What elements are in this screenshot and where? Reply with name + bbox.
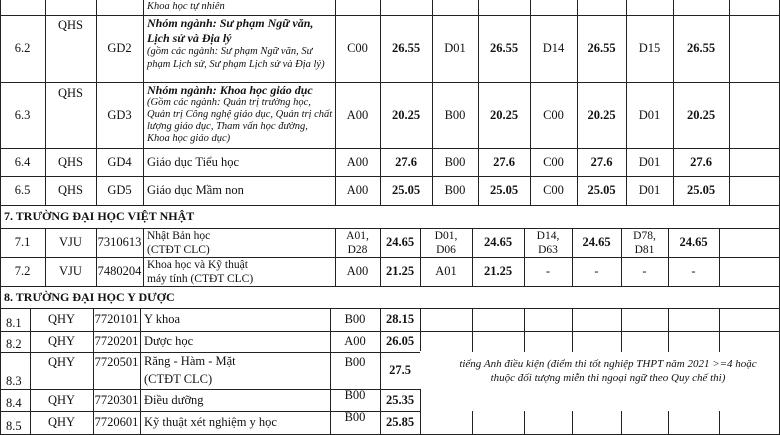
major-code: GD2 bbox=[107, 41, 132, 55]
program-name: Kỹ thuật xét nghiệm y học bbox=[144, 415, 277, 429]
major-code: 7480204 bbox=[97, 264, 142, 278]
score-1 bbox=[380, 176, 432, 205]
row-stt bbox=[0, 389, 30, 411]
program-name: Giáo dục Mầm non bbox=[147, 183, 244, 197]
combo-text: C00 bbox=[543, 183, 564, 197]
combo-2 bbox=[432, 176, 478, 205]
col-divider bbox=[621, 308, 622, 331]
row-stt bbox=[0, 257, 45, 286]
row-program bbox=[143, 176, 335, 205]
score-text: 26.05 bbox=[385, 334, 415, 348]
score-3 bbox=[577, 176, 626, 205]
combo-text: D01 bbox=[444, 41, 466, 55]
major-code: 7720301 bbox=[94, 392, 139, 407]
score-text: 25.05 bbox=[587, 183, 616, 197]
major-code: GD4 bbox=[107, 154, 132, 169]
row-school bbox=[45, 176, 96, 205]
row-major-code bbox=[96, 257, 143, 286]
major-code: GD5 bbox=[107, 183, 132, 197]
admission-note bbox=[448, 352, 768, 389]
score-text: 24.65 bbox=[582, 235, 611, 249]
combo-text: C00 bbox=[543, 107, 564, 122]
row-stt bbox=[0, 148, 45, 176]
program-group-title: Nhóm ngành: Khoa học giáo dục bbox=[147, 83, 313, 97]
score-text: - bbox=[594, 264, 599, 278]
combo-text: D06 bbox=[436, 243, 456, 256]
stt-text: 8.5 bbox=[6, 419, 22, 433]
col-divider bbox=[621, 411, 622, 434]
score-2 bbox=[472, 228, 524, 257]
combo-1 bbox=[335, 176, 380, 205]
score-1 bbox=[380, 82, 432, 148]
score-2 bbox=[478, 15, 530, 82]
combo-1 bbox=[335, 228, 380, 257]
col-divider bbox=[572, 308, 573, 331]
combo-4 bbox=[626, 15, 673, 82]
row-major-code bbox=[96, 82, 143, 148]
section-title: 8. TRƯỜNG ĐẠI HỌC Y DƯỢC bbox=[4, 289, 175, 304]
score-text: 25.85 bbox=[385, 415, 415, 429]
row-major-code bbox=[96, 228, 143, 257]
row-stt bbox=[0, 308, 30, 331]
row-major-code bbox=[93, 331, 140, 352]
score-text: 20.25 bbox=[391, 107, 421, 122]
score-text: 27.6 bbox=[395, 154, 417, 169]
stt-text: 7.2 bbox=[14, 264, 31, 278]
col-divider bbox=[472, 411, 473, 434]
program-group-desc: (gồm các ngành: Sư phạm Ngữ văn, Sư phạm Lịch sử, Sư phạm Lịch sử và Địa lý) bbox=[147, 46, 325, 70]
combo-3 bbox=[530, 176, 577, 205]
col-divider bbox=[420, 308, 421, 351]
stt-text: 6.4 bbox=[14, 154, 31, 169]
score-4 bbox=[673, 15, 729, 82]
score-text: 25.35 bbox=[385, 392, 415, 407]
score-3 bbox=[577, 148, 626, 176]
school-code: QHS bbox=[57, 86, 83, 100]
col-divider bbox=[472, 331, 473, 352]
program-type: máy tính (CTĐT CLC) bbox=[147, 272, 254, 285]
program-name: Răng - Hàm - Mặt bbox=[144, 353, 236, 368]
program-group-title: Nhóm ngành: Sư phạm Ngữ văn, Lịch sử và Địa lý bbox=[147, 16, 314, 45]
program-name: Dược học bbox=[144, 334, 194, 348]
major-code: 7720501 bbox=[94, 354, 139, 369]
row-school bbox=[30, 411, 93, 434]
score-text: 26.55 bbox=[391, 41, 421, 55]
col-divider bbox=[719, 331, 720, 352]
col-divider bbox=[472, 308, 473, 331]
combo-text: D63 bbox=[538, 243, 558, 256]
combo-text: D14, bbox=[536, 229, 560, 242]
school-code: QHS bbox=[57, 18, 83, 32]
program-type: (CTĐT CLC) bbox=[147, 243, 210, 256]
major-code: GD3 bbox=[107, 107, 132, 122]
row-major-code bbox=[96, 15, 143, 82]
score-text: 27.6 bbox=[590, 154, 613, 169]
row-stt bbox=[0, 228, 45, 257]
col-divider bbox=[668, 411, 669, 434]
major-code: 7310613 bbox=[97, 235, 142, 249]
score-1 bbox=[380, 352, 420, 389]
stt-text: 6.3 bbox=[14, 107, 31, 122]
combo-2 bbox=[420, 228, 472, 257]
row-program bbox=[140, 308, 330, 331]
combo-4 bbox=[621, 228, 668, 257]
score-3 bbox=[572, 228, 621, 257]
col-divider bbox=[719, 228, 720, 286]
stt-text: 8.3 bbox=[6, 374, 22, 388]
combo-text: A00 bbox=[344, 334, 366, 348]
program-name: Giáo dục Tiểu học bbox=[147, 154, 240, 169]
row-major-code bbox=[93, 352, 140, 372]
score-3 bbox=[577, 82, 626, 148]
program-name: Khoa học và Kỹ thuật bbox=[147, 258, 248, 271]
combo-text: A00 bbox=[346, 264, 369, 278]
combo-text: B00 bbox=[444, 107, 466, 122]
score-text: 24.65 bbox=[385, 235, 415, 249]
combo-text: B00 bbox=[344, 312, 366, 326]
col-divider bbox=[420, 389, 421, 434]
school-code: QHY bbox=[47, 312, 76, 326]
school-code: QHY bbox=[47, 392, 76, 407]
row-program bbox=[143, 148, 335, 176]
row-school bbox=[45, 18, 96, 32]
section-header bbox=[0, 205, 400, 228]
combo-text: A01 bbox=[435, 264, 457, 278]
combo-text: B00 bbox=[344, 354, 366, 369]
stt-text: 6.2 bbox=[14, 41, 31, 55]
score-1 bbox=[380, 331, 420, 352]
row-stt bbox=[0, 411, 30, 434]
score-2 bbox=[478, 176, 530, 205]
row-program bbox=[143, 83, 333, 148]
score-text: 28.15 bbox=[385, 312, 415, 326]
row-program bbox=[143, 228, 335, 257]
row-program bbox=[140, 331, 330, 352]
row-major-code bbox=[96, 148, 143, 176]
row-school bbox=[30, 331, 93, 352]
combo-text: D01, bbox=[434, 229, 458, 242]
score-text: 20.25 bbox=[587, 107, 616, 122]
row-stt bbox=[0, 82, 45, 148]
score-text: 25.05 bbox=[686, 183, 716, 197]
stt-text: 8.1 bbox=[6, 316, 22, 330]
combo-text: D28 bbox=[347, 243, 368, 256]
major-code: 7720601 bbox=[94, 415, 139, 429]
program-name: Y khoa bbox=[144, 312, 180, 326]
combo-4 bbox=[621, 257, 668, 286]
section-title: 7. TRƯỜNG ĐẠI HỌC VIỆT NHẬT bbox=[4, 209, 195, 223]
combo-2 bbox=[432, 15, 478, 82]
program-name: Nhật Bản học bbox=[147, 229, 211, 242]
combo-1 bbox=[330, 308, 380, 331]
col-divider bbox=[668, 331, 669, 352]
combo-text: A00 bbox=[346, 107, 369, 122]
row-program bbox=[140, 411, 330, 434]
section-header bbox=[0, 286, 400, 308]
score-4 bbox=[673, 148, 729, 176]
combo-3 bbox=[524, 257, 572, 286]
score-1 bbox=[380, 389, 420, 411]
stt-text: 6.5 bbox=[14, 183, 31, 197]
school-code: VJU bbox=[59, 235, 82, 249]
score-text: 27.6 bbox=[493, 154, 515, 169]
row-stt bbox=[0, 352, 30, 389]
combo-1 bbox=[330, 331, 380, 352]
score-text: 25.05 bbox=[489, 183, 519, 197]
score-4 bbox=[673, 176, 729, 205]
combo-text: B00 bbox=[344, 389, 366, 401]
row-major-code bbox=[93, 308, 140, 331]
combo-1 bbox=[330, 411, 380, 423]
col-divider bbox=[729, 0, 730, 205]
school-code: QHS bbox=[57, 183, 83, 197]
score-1 bbox=[380, 15, 432, 82]
combo-text: B00 bbox=[444, 154, 466, 169]
score-2 bbox=[478, 82, 530, 148]
row-major-code bbox=[93, 411, 140, 434]
combo-text: D78, bbox=[633, 229, 656, 242]
major-code: 7720101 bbox=[94, 312, 139, 326]
row-major-code bbox=[93, 389, 140, 411]
score-text: 20.25 bbox=[686, 107, 716, 122]
combo-text: C00 bbox=[543, 154, 564, 169]
school-code: QHY bbox=[47, 415, 76, 429]
col-divider bbox=[524, 411, 525, 434]
combo-3 bbox=[524, 228, 572, 257]
school-code: VJU bbox=[59, 264, 82, 278]
combo-text: D01 bbox=[638, 183, 661, 197]
stt-text: 8.2 bbox=[6, 337, 22, 351]
score-1 bbox=[380, 228, 420, 257]
col-divider bbox=[572, 331, 573, 352]
combo-text: A01, bbox=[346, 229, 369, 242]
score-2 bbox=[478, 148, 530, 176]
combo-text: D01 bbox=[638, 154, 661, 169]
col-divider bbox=[524, 308, 525, 331]
score-3 bbox=[577, 15, 626, 82]
combo-4 bbox=[626, 82, 673, 148]
score-text: 27.5 bbox=[389, 363, 411, 377]
major-code: 7720201 bbox=[94, 334, 139, 348]
col-divider bbox=[524, 331, 525, 352]
row-program bbox=[143, 257, 335, 286]
score-text: - bbox=[691, 264, 696, 278]
score-4 bbox=[668, 257, 719, 286]
col-divider bbox=[719, 411, 720, 434]
combo-text: C00 bbox=[347, 41, 368, 55]
program-type: (CTĐT CLC) bbox=[144, 372, 213, 387]
combo-3 bbox=[530, 148, 577, 176]
combo-3 bbox=[530, 82, 577, 148]
combo-text: D14 bbox=[542, 41, 565, 55]
row-school bbox=[30, 308, 93, 331]
score-text: 24.65 bbox=[679, 235, 708, 249]
score-1 bbox=[380, 308, 420, 331]
row-stt bbox=[0, 176, 45, 205]
row-program bbox=[140, 389, 330, 411]
col-divider bbox=[719, 308, 720, 331]
row-program bbox=[140, 352, 330, 389]
col-divider bbox=[621, 331, 622, 352]
stt-text: 8.4 bbox=[6, 396, 22, 410]
score-text: 26.55 bbox=[686, 41, 716, 55]
row-school bbox=[45, 228, 96, 257]
school-code: QHS bbox=[57, 154, 83, 169]
score-4 bbox=[668, 228, 719, 257]
combo-text: D01 bbox=[638, 107, 661, 122]
note-text: tiếng Anh điều kiện (điểm thi tốt nghiệp THPT năm 2021 >=4 hoặc thuộc đối tượng miễn thi ngoại ngữ theo Quy chế thi) bbox=[459, 357, 757, 384]
combo-4 bbox=[626, 176, 673, 205]
combo-1 bbox=[335, 15, 380, 82]
row-school bbox=[45, 86, 96, 100]
score-text: 21.25 bbox=[385, 264, 415, 278]
combo-text: B00 bbox=[344, 411, 366, 423]
combo-1 bbox=[335, 148, 380, 176]
score-text: 20.25 bbox=[489, 107, 519, 122]
row-school bbox=[45, 257, 96, 286]
score-1 bbox=[380, 257, 420, 286]
combo-1 bbox=[330, 389, 380, 401]
combo-text: D15 bbox=[638, 41, 661, 55]
combo-1 bbox=[335, 82, 380, 148]
table-row bbox=[143, 0, 335, 15]
combo-1 bbox=[335, 257, 380, 286]
combo-text: - bbox=[642, 264, 647, 278]
row-school bbox=[30, 352, 93, 372]
stt-text: 7.1 bbox=[14, 235, 31, 249]
score-1 bbox=[380, 411, 420, 434]
score-text: 27.6 bbox=[690, 154, 712, 169]
combo-text: D81 bbox=[634, 243, 655, 256]
combo-3 bbox=[530, 15, 577, 82]
combo-text: A00 bbox=[346, 183, 369, 197]
combo-4 bbox=[626, 148, 673, 176]
row-major-code bbox=[96, 176, 143, 205]
program-note: Khoa học tự nhiên bbox=[147, 1, 225, 13]
score-4 bbox=[673, 82, 729, 148]
school-code: QHY bbox=[47, 354, 76, 369]
program-group-desc: (Gồm các ngành: Quản trị trường học, Quản trị Công nghệ giáo dục, Quản trị chất lượng giáo dục, Tham vấn học đường, Khoa học giáo dục) bbox=[147, 97, 333, 144]
row-stt bbox=[0, 15, 45, 82]
score-1 bbox=[380, 148, 432, 176]
school-code: QHY bbox=[47, 334, 76, 348]
row-school bbox=[30, 389, 93, 411]
score-3 bbox=[572, 257, 621, 286]
score-text: 26.55 bbox=[489, 41, 519, 55]
combo-2 bbox=[432, 148, 478, 176]
combo-1 bbox=[330, 352, 380, 372]
col-divider bbox=[668, 308, 669, 331]
score-text: 26.55 bbox=[587, 41, 616, 55]
row-school bbox=[45, 148, 96, 176]
row-stt bbox=[0, 331, 30, 352]
score-text: 24.65 bbox=[483, 235, 513, 249]
combo-text: B00 bbox=[444, 183, 466, 197]
combo-2 bbox=[420, 257, 472, 286]
program-name: Điều dưỡng bbox=[144, 392, 204, 407]
combo-2 bbox=[432, 82, 478, 148]
score-2 bbox=[472, 257, 524, 286]
combo-text: A00 bbox=[346, 154, 369, 169]
col-divider bbox=[572, 411, 573, 434]
score-text: 25.05 bbox=[391, 183, 421, 197]
row-program bbox=[143, 16, 333, 82]
combo-text: - bbox=[545, 264, 551, 278]
score-text: 21.25 bbox=[483, 264, 513, 278]
